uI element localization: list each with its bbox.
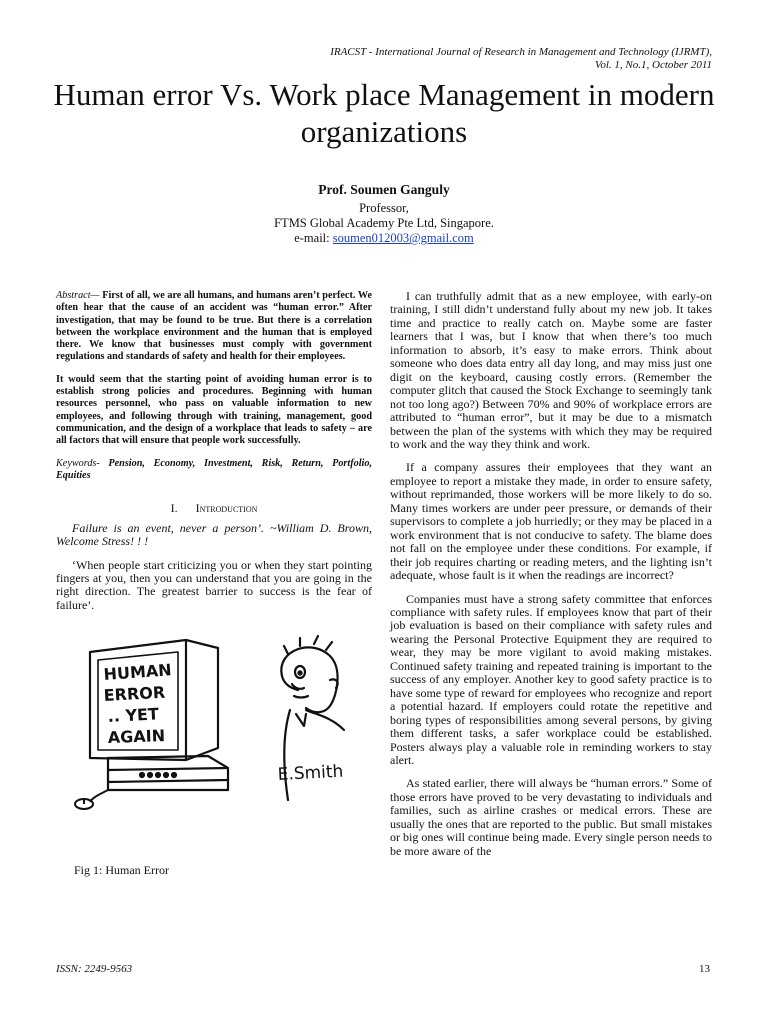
author-email-line [0, 231, 768, 246]
paragraph-1: I can truthfully admit that as a new employee, with early-on training, I still didn’t understand fully about my new job. It takes time and practice to really catch on. Maybe some are faster learners that I was, but I know that when there’s too much information to absorb, it’s easy to make errors. Think about someone who does data entry all day long, and may miss just one digit on the keyboard, causing costly errors. (Remember the computer glitch that caused the Stock Exchange to seemingly tank not too long ago?) Between 70% and 90% of workplace errors are attributed to “human error”, but it may be due to a mismatch between the plan of the systems with which they may be required to work and the way they think and work. [390, 289, 712, 451]
abstract-paragraph-2: It would seem that the starting point of avoiding human error is to establish strong policies and procedures. Beginning with human resources personnel, who pass on valuable information to new employees, and following through with training, management, good communication, and the design of a workplace that leads to safety – are all factors that will ensure that people work successfully. [56, 373, 372, 447]
abstract-text: First of all, we are all humans, and humans aren’t perfect. We often hear that the cause of an accident was “human error.” After investigation, that may be found to be true. But there is a correlation between the workplace environment and the human that is employed there. We know that businesses must comply with government regulations and standards of safety and health for their employees. [56, 290, 372, 363]
opening-quote: Failure is an event, never a person’. ~William D. Brown, Welcome Stress! ! ! [56, 520, 372, 549]
paragraph-3: Companies must have a strong safety committee that enforces compliance with safety rules. If employees know that part of their job evaluation is based on their compliance with safety rules and wearing the Personal Protective Equipment they are required to wear, they may be more vigilant to avoid making mistakes. Continued safety training and repeated training is important to the success of any employer. Another key to good safety practice is to have some type of reward for employees who recognize and report a potential hazard. If employers could rotate the repetitive and boring types of responsibilities among several persons, by giving them different tasks, a safer workplace could be established. Posters always play a valuable role in reminding workers to stay alert. [390, 591, 712, 767]
second-quote: ‘When people start criticizing you or when they start pointing fingers at you, then you can understand that you are going in the right direction. The greatest barrier to success is the fear of failure’. [56, 557, 372, 612]
abstract [56, 290, 372, 364]
author-position: Professor, [359, 201, 409, 215]
footer-issn: ISSN: 2249-9563 [56, 963, 133, 975]
journal-volume: Vol. 1, No.1, October 2011 [594, 59, 712, 71]
screen-line-2: ERROR [103, 683, 166, 706]
journal-name: IRACST - International Journal of Research in Management and Technology (IJRMT), [330, 46, 712, 58]
figure-caption: Fig 1: Human Error [74, 863, 169, 877]
keywords [56, 458, 372, 483]
screen-line-3: .. YET [107, 704, 160, 727]
email-label: e-mail: [294, 231, 333, 245]
journal-header [330, 46, 712, 72]
screen-text [103, 661, 172, 748]
page-number: 13 [699, 963, 710, 975]
screen-line-4: AGAIN [107, 726, 166, 748]
human-error-cartoon [68, 630, 368, 810]
paragraph-2: If a company assures their employees that they want an employee to report a mistake they made, in order to ensure safety, without reprimanded, those workers will be more likely to do so. Many times workers are under peer pressure, or demands of their supervisors to complete a job hurriedly; or they may be placed in a work environment that is not conducive to safety. The blame does not fall on the employee under these conditions. For example, if their job requires charting or reading meters, and the lighting isn’t adequate, whose fault is it when the readings are incorrect? [390, 460, 712, 583]
author-name: Prof. Soumen Ganguly [318, 182, 450, 197]
email-link[interactable]: soumen012003@gmail.com [332, 231, 474, 245]
section-number: I. [170, 501, 178, 516]
section-heading-introduction [56, 502, 372, 515]
author-affiliation: FTMS Global Academy Pte Ltd, Singapore. [274, 216, 494, 230]
paper-title: Human error Vs. Work place Management in modern organizations [53, 77, 715, 149]
paragraph-4: As stated earlier, there will always be “human errors.” Some of those errors have proved to be very devastating to individuals and families, such as airline crashes or medical errors. These are usually the ones that are reported to the public. But small mistakes or big ones will continue being made. Every single person needs to be more aware of the [390, 776, 712, 858]
author-block [0, 182, 768, 246]
keywords-text: Pension, Economy, Investment, Risk, Return, Portfolio, Equities [56, 457, 372, 481]
computer-base [108, 756, 228, 790]
right-column [390, 290, 712, 868]
abstract-label: Abstract— [56, 290, 100, 301]
cartoon-signature: E.Smith [277, 761, 344, 786]
left-column [56, 290, 372, 814]
keywords-label: Keywords- [56, 457, 100, 469]
section-title: Introduction [195, 501, 258, 516]
screen-line-1: HUMAN [102, 660, 173, 685]
mouse-icon [75, 790, 108, 809]
